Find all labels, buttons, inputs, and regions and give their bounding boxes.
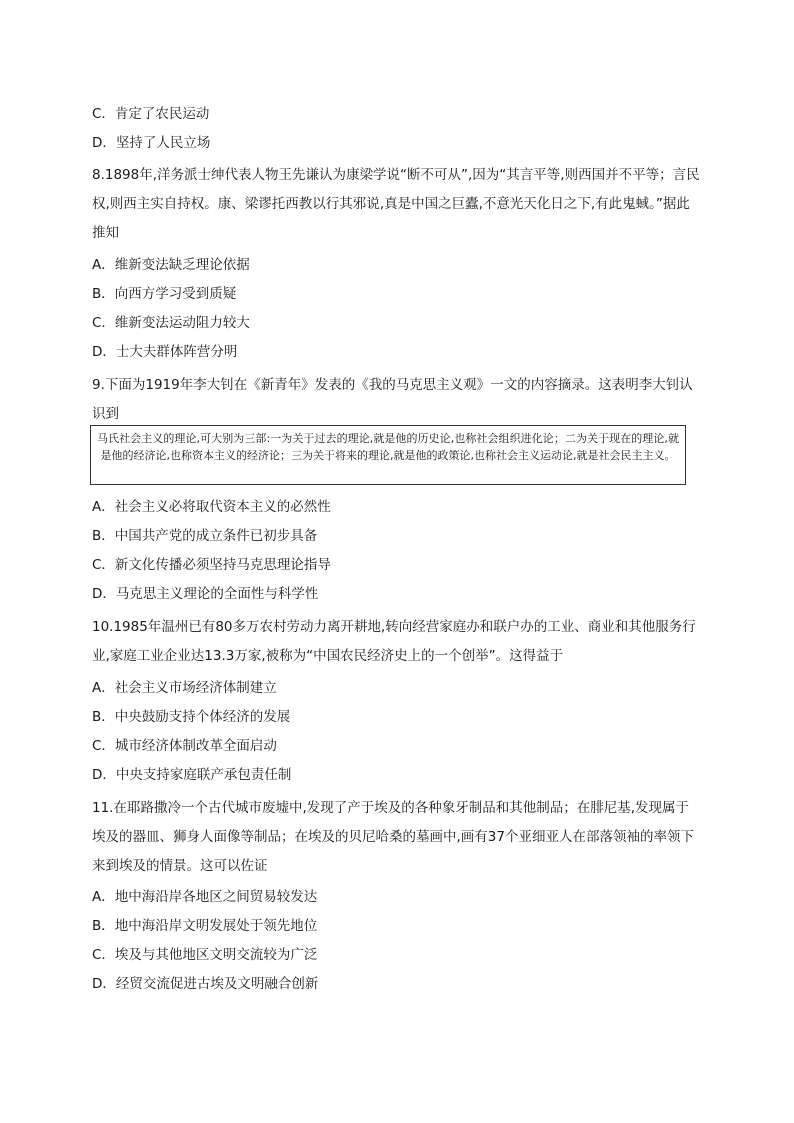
q10-option-b: B．中央鼓励支持个体经济的发展 xyxy=(92,709,291,725)
q10-option-d: D．中央支持家庭联产承包责任制 xyxy=(92,767,292,783)
q11-option-c: C．埃及与其他地区文明交流较为广泛 xyxy=(92,947,318,963)
q8-option-a: A．维新变法缺乏理论依据 xyxy=(92,257,250,273)
q8-option-c: C．维新变法运动阻力较大 xyxy=(92,315,250,331)
q8-option-b: B．向西方学习受到质疑 xyxy=(92,286,237,302)
q9-option-c: C．新文化传播必须坚持马克思理论指导 xyxy=(92,557,331,573)
q9-quote-text: 马氏社会主义的理论,可大别为三部:一为关于过去的理论,就是他的历史论,也称社会组织进化论；二为关于现在的理论,就是他的经济论,也称资本主义的经济论；三为关于将来的理论,就是他的政策论,也称社会主义运动论,就是社会民主主义。 xyxy=(97,432,679,462)
q9-option-a: A．社会主义必将取代资本主义的必然性 xyxy=(92,499,331,515)
q9-option-b: B．中国共产党的成立条件已初步具备 xyxy=(92,528,318,544)
q9-option-d: D．马克思主义理论的全面性与科学性 xyxy=(92,586,319,602)
q11-option-a: A．地中海沿岸各地区之间贸易较发达 xyxy=(92,889,318,905)
q10-option-c: C．城市经济体制改革全面启动 xyxy=(92,738,277,754)
q9-quote-box xyxy=(90,425,686,485)
q8-stem: 8.1898年,洋务派士绅代表人物王先谦认为康梁学说“断不可从”,因为“其言平等,则西国并不平等；言民权,则西主实自持权。康、梁谬托西教以行其邪说,真是中国之巨蠹,不意光天化日之下,有此鬼蜮。”据此推知 xyxy=(92,167,700,241)
q10-stem: 10.1985年温州已有80多万农村劳动力离开耕地,转向经营家庭办和联户办的工业、商业和其他服务行业,家庭工业企业达13.3万家,被称为“中国农民经济史上的一个创举”。这得益于 xyxy=(92,619,696,664)
q11-option-b: B．地中海沿岸文明发展处于领先地位 xyxy=(92,918,318,934)
q11-stem: 11.在耶路撒冷一个古代城市废墟中,发现了产于埃及的各种象牙制品和其他制品；在腓尼基,发现属于埃及的器皿、狮身人面像等制品；在埃及的贝尼哈桑的墓画中,画有37个亚细亚人在部落领袖的率领下来到埃及的情景。这可以佐证 xyxy=(92,800,694,874)
q8-option-d: D．士大夫群体阵营分明 xyxy=(92,344,238,360)
q11-option-d: D．经贸交流促进古埃及文明融合创新 xyxy=(92,976,319,992)
q9-stem: 9.下面为1919年李大钊在《新青年》发表的《我的马克思主义观》一文的内容摘录。这表明李大钊认识到 xyxy=(92,377,693,422)
q7-option-d: D．坚持了人民立场 xyxy=(92,135,211,151)
q10-option-a: A．社会主义市场经济体制建立 xyxy=(92,680,277,696)
q7-option-c: C．肯定了农民运动 xyxy=(92,106,210,122)
